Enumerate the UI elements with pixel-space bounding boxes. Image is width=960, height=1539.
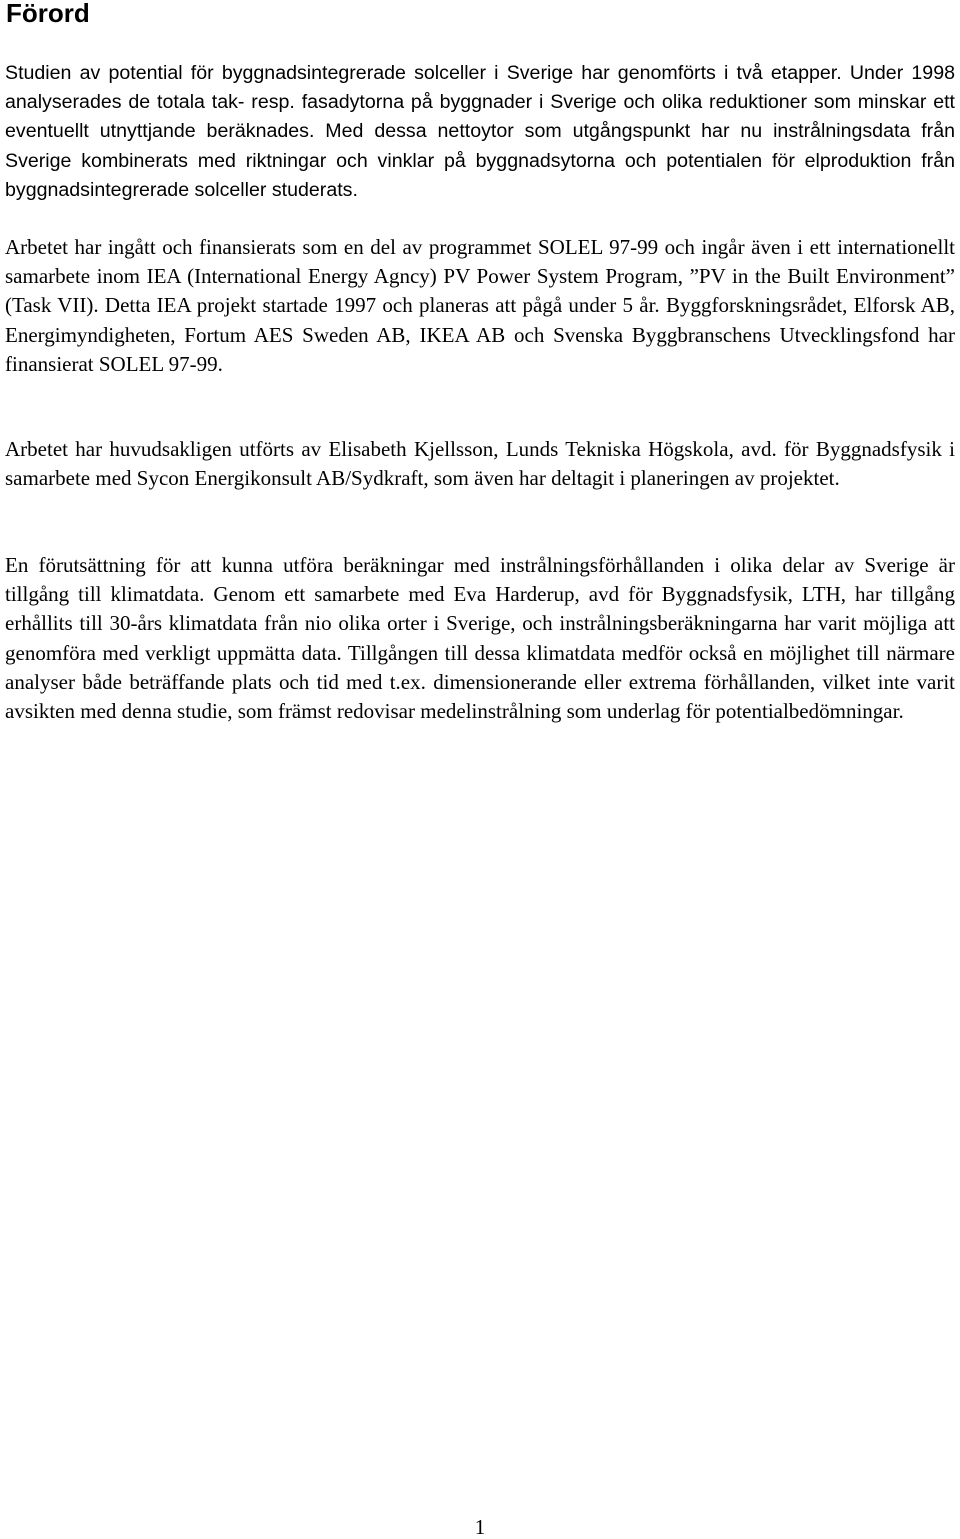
- paragraph-1-part-2: Med dessa nettoytor som utgångspunkt har nu instrålningsdata från Sverige kombinerats med riktningar och vinklar på byggnadsytorna och potentialen för elproduktion från byggnadsintegrerade solceller studerats.: [5, 120, 955, 201]
- page-number: 1: [474, 1515, 486, 1539]
- paragraph-4: En förutsättning för att kunna utföra beräkningar med instrålningsförhållanden i olika delar av Sverige är tillgång till klimatdata. Genom ett samarbete med Eva Harderup, avd för Byggnadsfysik, LTH, har tillgång erhållits till 30-års klimatdata från nio olika orter i Sverige, och instrålningsberäkningarna har varit möjliga att genomföra med verkligt uppmätta data. Tillgången till dessa klimatdata medför också en möjlighet till närmare analyser både beträffande plats och tid med t.ex. dimensionerande eller extrema förhållanden, vilket inte varit avsikten med denna studie, som främst redovisar medelinstrålning som underlag för potentialbedömningar.: [5, 553, 955, 724]
- paragraph-3: Arbetet har huvudsakligen utförts av Elisabeth Kjellsson, Lunds Tekniska Högskola, avd. för Byggnadsfysik i samarbete med Sycon Energikonsult AB/Sydkraft, som även har deltagit i planeringen av projektet.: [5, 437, 955, 491]
- paragraph-2: Arbetet har ingått och finansierats som en del av programmet SOLEL 97-99 och ingår även i ett internationellt samarbete inom IEA (International Energy Agncy) PV Power System Program, ”PV in the Built Environment” (Task VII). Detta IEA projekt startade 1997 och planeras att pågå under 5 år. Byggforskningsrådet, Elforsk AB, Energimyndigheten, Fortum AES Sweden AB, IKEA AB och Svenska Byggbranschens Utvecklingsfond har finansierat SOLEL 97-99.: [5, 235, 955, 376]
- page-title: Förord: [6, 0, 90, 28]
- paragraph-1: [5, 59, 955, 205]
- paragraph-1-part-1: Studien av potential för byggnadsintegrerade solceller i Sverige har genomförts i två etapper. Under 1998 analyserades de totala tak- resp. fasadytorna på byggnader i Sverige och olika reduktioner som minskar ett eventuellt utnyttjande beräknades.: [5, 62, 955, 143]
